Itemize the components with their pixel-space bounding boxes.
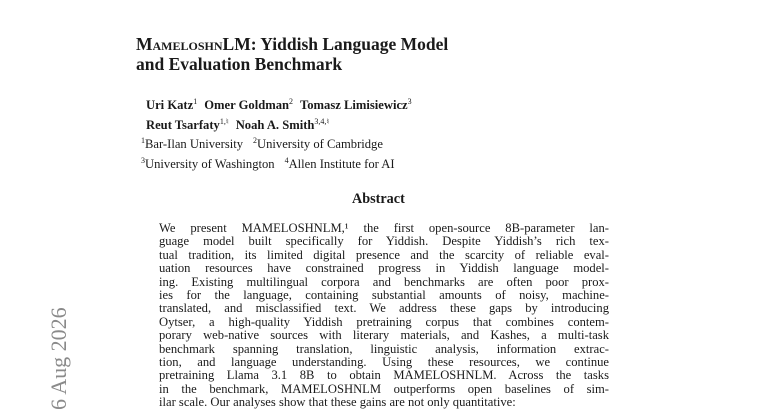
author-affiliation-marker: 3	[407, 97, 412, 106]
abstract-line: porary web-native sources with literary materials, and Kashes, a multi-task	[159, 328, 609, 343]
arxiv-date-stamp	[18, 240, 71, 410]
abstract-line: Oytser, a high-quality Yiddish pretraining corpus that combines contem-	[159, 314, 609, 329]
author-affiliation-marker: 2	[289, 97, 293, 106]
title-line-1	[136, 34, 556, 54]
affiliation	[285, 157, 395, 171]
abstract-line: pretraining Llama 3.1 8B to obtain MAMELOSHNLM. Across the tasks	[159, 368, 609, 383]
abstract-line: ing. Existing multilingual corpora and benchmarks are often poor prox-	[159, 274, 609, 289]
title-small-caps: Mameloshn	[136, 34, 223, 54]
abstract-heading: Abstract	[352, 191, 405, 207]
author-name-text: Tomasz Limisiewicz	[300, 98, 408, 112]
abstract-line: uation resources have constrained progress in Yiddish language model-	[159, 261, 609, 276]
abstract-body	[159, 222, 609, 410]
affiliation-text: Bar-Ilan University	[145, 137, 244, 151]
author-block	[141, 94, 419, 172]
author-row-2	[146, 114, 419, 134]
abstract-line: guage model built specifically for Yiddish. Despite Yiddish’s rich tex-	[159, 234, 609, 249]
title-line-2: and Evaluation Benchmark	[136, 54, 343, 74]
affiliation	[141, 137, 243, 151]
affiliation-row-2	[141, 153, 419, 173]
affiliation	[141, 157, 275, 171]
abstract-line: in the benchmark, MAMELOSHNLM outperforms open baselines of sim-	[159, 381, 609, 396]
author-name	[236, 118, 330, 132]
abstract-line: translated, and misclassified text. We address these gaps by introducing	[159, 301, 609, 316]
abstract-line: We present MAMELOSHNLM,¹ the first open-source 8B-parameter lan-	[159, 221, 609, 235]
author-name-text: Reut Tsarfaty	[146, 117, 220, 132]
author-affiliation-marker: 3,4,♮	[314, 116, 330, 126]
author-name	[204, 98, 293, 112]
affiliation-text: Allen Institute for AI	[288, 156, 395, 171]
author-name	[146, 118, 229, 132]
author-row-1	[146, 94, 419, 114]
abstract-line: benchmark spanning translation, linguistic analysis, information extrac-	[159, 341, 609, 356]
paper-title	[136, 34, 556, 74]
author-affiliation-marker: 1,♮	[219, 116, 229, 126]
affiliation-text: University of Washington	[145, 156, 275, 171]
affiliation-marker: 3	[141, 155, 145, 165]
affiliation	[253, 137, 383, 151]
author-affiliation-marker: 1	[193, 97, 198, 106]
author-name	[146, 98, 197, 112]
affiliation-marker: 4	[284, 155, 289, 165]
abstract-line: ilar scale. Our analyses show that these gains are not only quantitative:	[159, 395, 516, 410]
arxiv-date-text: 6 Aug 2026	[46, 307, 71, 410]
affiliation-marker: 1	[141, 136, 145, 145]
abstract-line: tual tradition, its limited digital presence and the scarcity of reliable eval-	[159, 247, 609, 262]
affiliation-text: University of Cambridge	[257, 137, 383, 151]
abstract-line: tion, and language understanding. Using these resources, we continue	[159, 355, 609, 370]
author-name-text: Omer Goldman	[204, 98, 289, 112]
author-name-text: Uri Katz	[146, 98, 194, 112]
affiliation-row-1	[141, 133, 419, 153]
title-line-1-rest: LM: Yiddish Language Model	[222, 34, 449, 54]
author-name-text: Noah A. Smith	[235, 117, 315, 132]
abstract-line: ies for the language, containing substantial amounts of noisy, machine-	[159, 288, 609, 303]
author-name	[300, 98, 412, 112]
affiliation-marker: 2	[253, 136, 258, 145]
